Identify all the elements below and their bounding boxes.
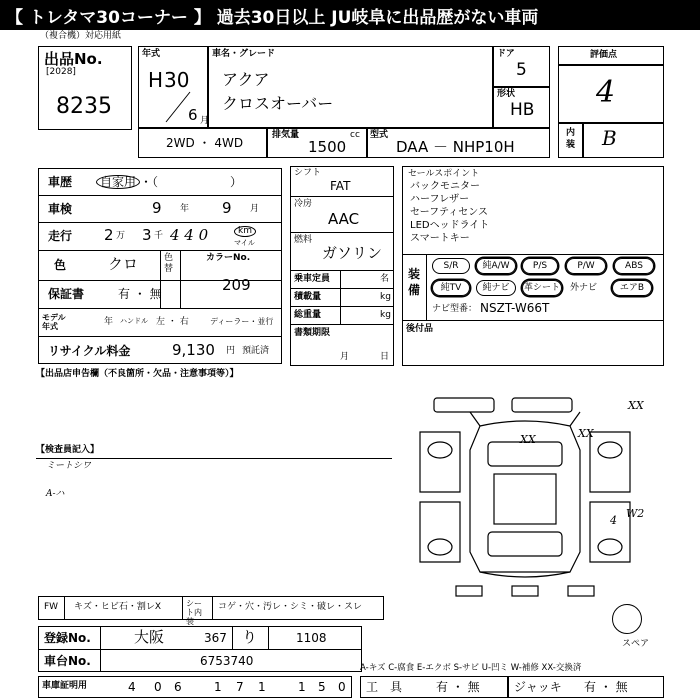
cert-digit: 6 [174,680,182,694]
registration-num2: 1108 [296,631,327,645]
equip-leather: 革シート [522,280,562,296]
year-label: 年式 [142,49,161,59]
jack-value: 有 ・ 無 [584,680,628,694]
lot-label: 出品No. [44,50,103,68]
dealer-value: ディーラー・並行 [210,317,274,326]
year-value: 30 [164,68,190,92]
damage-mark: XX [578,427,594,440]
displacement-unit: cc [350,130,360,140]
inspector-note-1: ミートシワ [46,461,92,471]
registration-label: 登録No. [44,631,91,645]
displacement-value: 1500 [308,138,347,156]
recycle-value: 9,130 [172,341,215,359]
fw-text: キズ・ヒビ石・割レX [74,602,161,612]
damage-mark: XX [520,433,536,446]
inspection-year: 9 [152,199,162,217]
equip-tv: 純TV [432,280,470,296]
navi-label: ナビ型番： [432,304,478,314]
shape-label: 形状 [497,89,516,99]
equip-alloy-wheels: 純A/W [476,258,516,274]
inspector-note-2: A-ハ [46,489,65,499]
color-code: 209 [222,276,251,294]
lot-tag: [2028] [46,67,76,77]
load-label: 積載量 [294,292,322,302]
sales-point-item: セーフティセンス [410,207,488,218]
fuel-value: ガソリン [322,244,383,262]
mileage-unit: km [234,226,256,237]
sales-point-item: スマートキー [410,233,470,244]
jack-label: ジャッキ [514,680,562,694]
capacity-label: 乗車定員 [294,274,331,284]
cert-digit: 4 [128,680,136,694]
post-attach-label: 後付品 [406,324,434,334]
load-unit: kg [380,292,391,302]
lot-number: 8235 [56,94,112,119]
tools-value: 有 ・ 無 [436,680,480,694]
year-month-unit: 月 [200,116,210,126]
fuel-label: 燃料 [294,235,313,245]
model-grade: クロスオーバー [222,94,334,113]
seat-label: シート内装 [186,599,202,626]
capacity-unit: 名 [380,274,390,284]
cert-digit: 0 [338,680,346,694]
paper-note: （複合機）対応用紙 [40,31,122,41]
year-era: H [148,68,164,92]
seat-text: コゲ・穴・汚レ・シミ・破レ・スレ [218,602,363,612]
inspection-year-unit: 年 [180,204,190,214]
sales-points-label: セールスポイント [408,169,480,179]
mileage-sen: 3 [142,226,152,244]
cert-digit: 1 [214,680,222,694]
mileage-rest: 4 4 0 [170,226,209,244]
equip-abs: ABS [614,258,654,274]
cert-digit: 7 [236,680,244,694]
warranty-label: 保証書 [48,287,85,301]
equip-sunroof: S/R [432,258,470,274]
recycle-label: リサイクル料金 [48,344,131,358]
inspection-month-unit: 月 [250,204,260,214]
recycle-note: 預託済 [242,346,270,356]
spare-tire-icon [612,604,642,634]
aircon-label: 冷房 [294,199,313,209]
model-year-label: モデル年式 [42,313,66,331]
car-diagram [400,392,664,610]
handle-value: 左 ・ 右 [156,317,189,327]
chassis-value: 6753740 [200,654,254,668]
seller-notes-label: 【出品店申告欄（不良箇所・欠品・注意事項等）】 [36,369,239,379]
weight-label: 総重量 [294,310,322,320]
score-label: 評価点 [590,50,618,60]
color-value: クロ [108,255,139,273]
equip-power-steering: P/S [522,258,558,274]
sales-point-item: ハーフレザー [410,194,470,205]
mileage-sen-unit: 千 [154,231,164,241]
spare-label: スペア [622,639,650,649]
interior-label: 内装 [566,128,576,150]
inspector-label: 【検査員記入】 [36,445,100,455]
fw-label: FW [44,602,59,612]
mileage-man-unit: 万 [116,231,126,241]
damage-mark: W2 [626,507,645,520]
docs-month-unit: 月 [340,352,350,362]
handle-label: ハンドル [120,317,148,325]
equip-aftermarket-navi: 外ナビ [570,283,598,293]
type-value: DAA － NHP10H [396,138,515,156]
tools-label: 工 具 [366,680,403,694]
registration-kana: り [242,628,258,646]
cert-label: 車庫証明用 [42,681,88,691]
equip-airbag: エアB [612,280,652,296]
color-code-label: カラーNo. [206,253,251,263]
mileage-man: 2 [104,226,114,244]
inspection-label: 車検 [48,202,73,216]
equip-power-windows: P/W [566,258,606,274]
doors-value: 5 [516,60,527,80]
sales-point-item: LEDヘッドライト [410,220,490,231]
docs-day-unit: 日 [380,352,390,362]
interior-value: B [602,126,617,150]
chassis-label: 車台No. [44,654,91,668]
type-label: 型式 [370,130,389,140]
header-banner: 【 トレタマ30コーナー 】 過去30日以上 JU岐阜に出品歴がない車両 [0,0,700,30]
damage-mark: XX [628,399,644,412]
shift-label: シフト [294,168,322,178]
color-change-label: 色替 [164,253,174,274]
shift-value: FAT [330,179,351,193]
inspection-month: 9 [222,199,232,217]
damage-mark: 4 [610,514,617,527]
equipment-label: 装備 [408,267,421,297]
damage-legend: A-キズ C-腐食 E-エクボ S-サビ U-凹ミ W-補修 XX-交換済 [360,663,582,673]
cert-digit: 1 [258,680,266,694]
equip-navi: 純ナビ [476,280,516,296]
mileage-label: 走行 [48,229,73,243]
mileage-unit2: マイル [234,239,255,247]
navi-model: NSZT-W66T [480,301,550,315]
history-rest: ・（ ） [140,175,243,189]
score-value: 4 [596,75,616,110]
model-name: アクア [222,70,270,89]
cert-digit: 0 [154,680,162,694]
year-month: 6 [188,106,198,124]
history-label: 車歴 [48,175,73,189]
history-value: 自家用 [96,175,140,189]
registration-region: 大阪 [134,628,165,646]
sales-point-item: バックモニター [410,181,480,192]
weight-unit: kg [380,310,391,320]
doors-label: ドア [497,49,515,59]
drive-value: 2WD ・ 4WD [166,136,244,150]
color-label: 色 [54,258,67,272]
shape-value: HB [510,100,535,120]
warranty-value: 有 ・ 無 [118,287,162,301]
docs-label: 書類期限 [294,328,331,338]
displacement-label: 排気量 [272,130,300,140]
cert-digit: 1 [298,680,306,694]
recycle-unit: 円 [226,346,236,356]
cert-digit: 5 [318,680,326,694]
aircon-value: AAC [328,210,360,228]
model-label: 車名・グレード [212,49,276,59]
model-year-unit: 年 [104,317,114,327]
registration-num1: 367 [204,631,227,645]
